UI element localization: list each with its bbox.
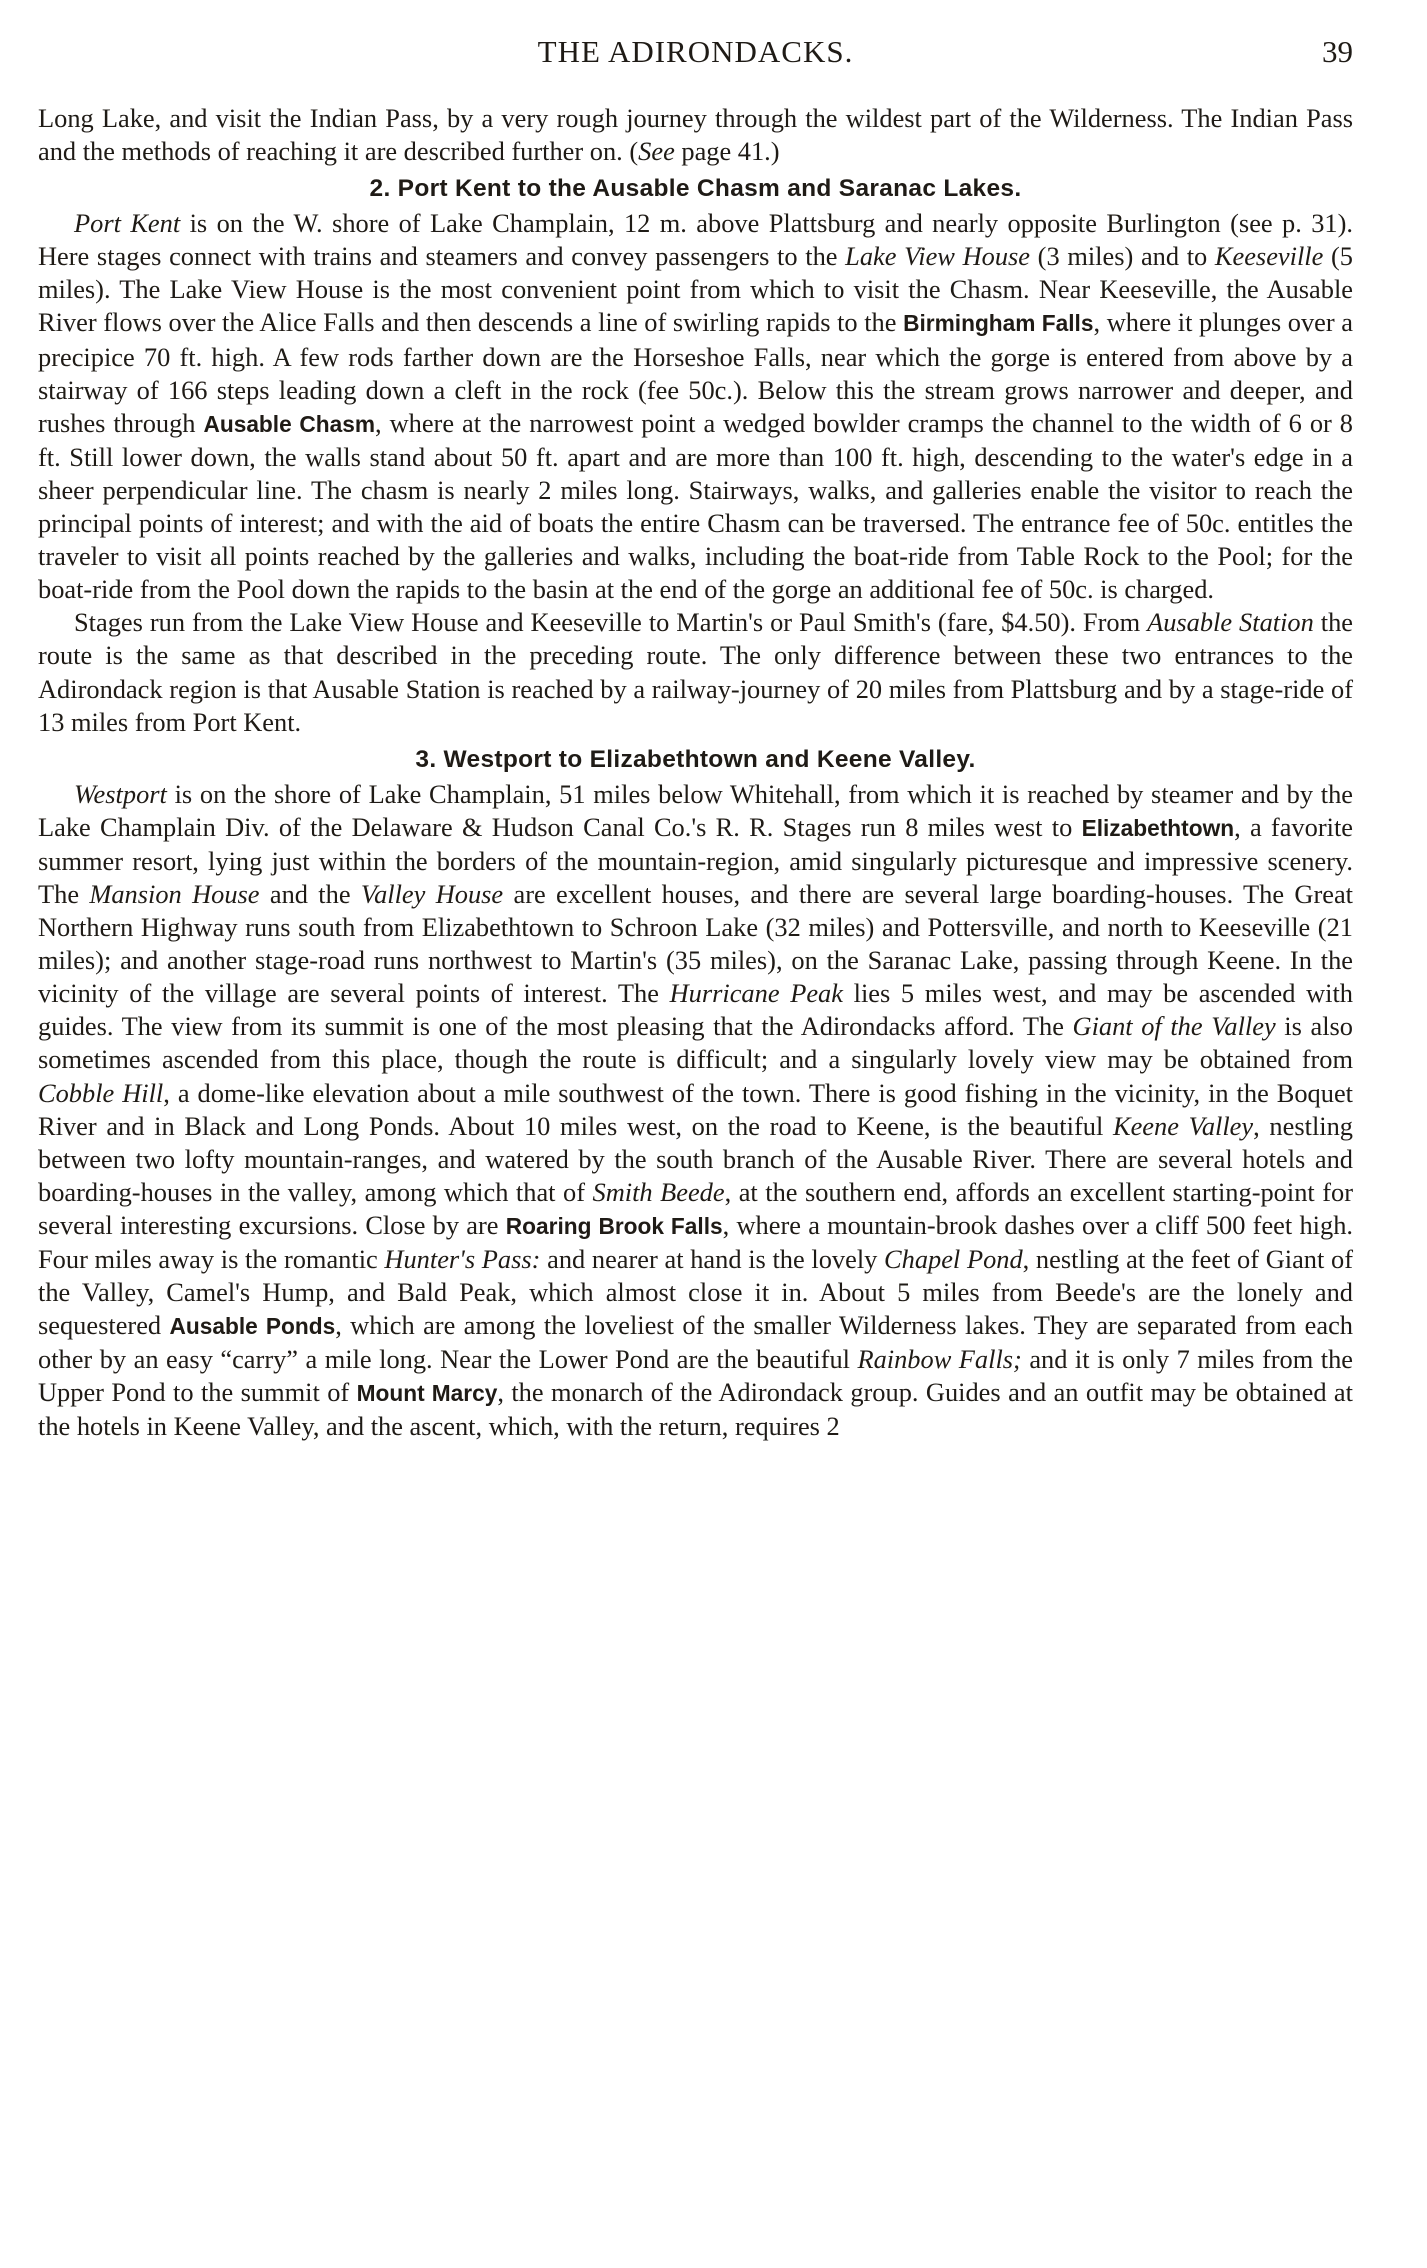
running-title: THE ADIRONDACKS. [537,34,854,69]
italic-term: Chapel Pond [884,1244,1023,1274]
bold-place-name: Elizabethtown [1081,814,1235,841]
italic-term: Valley House [360,878,504,909]
running-head [38,34,1353,86]
italic-term: Hunter's Pass: [384,1244,541,1274]
section-heading-port-kent: 2. Port Kent to the Ausable Chasm and Saranac Lakes. [369,175,1022,203]
section-heading-westport: 3. Westport to Elizabethtown and Keene Valley. [415,745,976,773]
page-body [38,102,1353,1444]
italic-term: Westport [74,778,167,809]
bold-place-name: Ausable Chasm [203,410,376,437]
italic-term: Lake View House [845,241,1031,272]
bold-place-name: Roaring Brook Falls [505,1212,723,1239]
bold-place-name: Ausable Ponds [169,1313,336,1340]
italic-term: Ausable Station [1147,607,1314,638]
italic-term: Smith Beede [592,1176,725,1207]
paragraph-stages: Stages run from the Lake View House and Keeseville to Martin's or Paul Smith's (fare, $4.50). From Ausable Station the route is the same as that described in the preceding route. The only difference between these two entrances to the Adirondack region is that Ausable Station is reached by a railway-journey of 20 miles from Plattsburg and by a stage-ride of 13 miles from Port Kent. [38,607,1354,737]
paragraph-continued: Long Lake, and visit the Indian Pass, by a very rough journey through the wildest part of the Wilderness. The Indian Pass and the methods of reaching it are described further on. (See page 41.) [38,103,1353,167]
paragraph-port-kent: Port Kent is on the W. shore of Lake Champlain, 12 m. above Plattsburg and nearly opposite Burlington (see p. 31). Here stages connect with trains and steamers and convey passengers to the Lake View House (3 miles) and to Keeseville (5 miles). The Lake View House is the most convenient point from which to visit the Chasm. Near Keeseville, the Ausable River flows over the Alice Falls and then descends a line of swirling rapids to the Birmingham Falls, where it plunges over a precipice 70 ft. high. A few rods farther down are the Horseshoe Falls, near which the gorge is entered from above by a stairway of 166 steps leading down a cleft in the rock (fee 50c.). Below this the stream grows narrower and deeper, and rushes through Ausable Chasm, where at the narrowest point a wedged bowlder cramps the channel to the width of 6 or 8 ft. Still lower down, the walls stand about 50 ft. apart and are more than 100 ft. high, descending to the water's edge in a sheer perpendicular line. The chasm is nearly 2 miles long. Stairways, walks, and galleries enable the visitor to reach the principal points of interest; and with the aid of boats the entire Chasm can be traversed. The entrance fee of 50c. entitles the traveler to visit all points reached by the galleries and walks, including the boat-ride from Table Rock to the Pool; for the boat-ride from the Pool down the rapids to the basin at the end of the gorge an additional fee of 50c. is charged. [38,208,1353,605]
italic-term: Hurricane Peak [669,978,843,1009]
italic-term: Rainbow Falls; [857,1344,1022,1375]
italic-term: Port Kent [74,208,181,239]
italic-term: Keeseville [1214,241,1324,272]
italic-term: Giant of the Valley [1072,1011,1276,1042]
italic-term: See [638,136,675,167]
italic-term: Keene Valley [1112,1110,1254,1141]
bold-place-name: Mount Marcy [356,1380,498,1407]
page-number: 39 [1322,34,1353,69]
paragraph-westport: Westport is on the shore of Lake Champlain, 51 miles below Whitehall, from which it is reached by steamer and by the Lake Champlain Div. of the Delaware & Hudson Canal Co.'s R. R. Stages run 8 miles west to Elizabethtown, a favorite summer resort, lying just within the borders of the mountain-region, amid singularly picturesque and impressive scenery. The Mansion House and the Valley House are excellent houses, and there are several large boarding-houses. The Great Northern Highway runs south from Elizabethtown to Schroon Lake (32 miles) and Pottersville, and north to Keeseville (21 miles); and another stage-road runs northwest to Martin's (35 miles), on the Saranac Lake, passing through Keene. In the vicinity of the village are several points of interest. The Hurricane Peak lies 5 miles west, and may be ascended with guides. The view from its summit is one of the most pleasing that the Adirondacks afford. The Giant of the Valley is also sometimes ascended from this place, though the route is difficult; and a singularly lovely view may be obtained from Cobble Hill, a dome-like elevation about a mile southwest of the town. There is good fishing in the vicinity, in the Boquet River and in Black and Long Ponds. About 10 miles west, on the road to Keene, is the beautiful Keene Valley, nestling between two lofty mountain-ranges, and watered by the south branch of the Ausable River. There are several hotels and boarding-houses in the valley, among which that of Smith Beede, at the southern end, affords an excellent starting-point for several interesting excursions. Close by are Roaring Brook Falls, where a mountain-brook dashes over a cliff 500 feet high. Four miles away is the romantic Hunter's Pass: and nearer at hand is the lovely Chapel Pond, nestling at the feet of Giant of the Valley, Camel's Hump, and Bald Peak, which almost close it in. About 5 miles from Beede's are the lonely and sequestered Ausable Ponds, which are among the loveliest of the smaller Wilderness lakes. They are separated from each other by an easy “carry” a mile long. Near the Lower Pond are the beautiful Rainbow Falls; and it is only 7 miles from the Upper Pond to the summit of Mount Marcy, the monarch of the Adirondack group. Guides and an outfit may be obtained at the hotels in Keene Valley, and the ascent, which, with the return, requires 2 [38,778,1354,1442]
bold-place-name: Birmingham Falls [903,310,1094,337]
italic-term: Cobble Hill [38,1077,164,1108]
italic-term: Mansion House [89,878,260,909]
